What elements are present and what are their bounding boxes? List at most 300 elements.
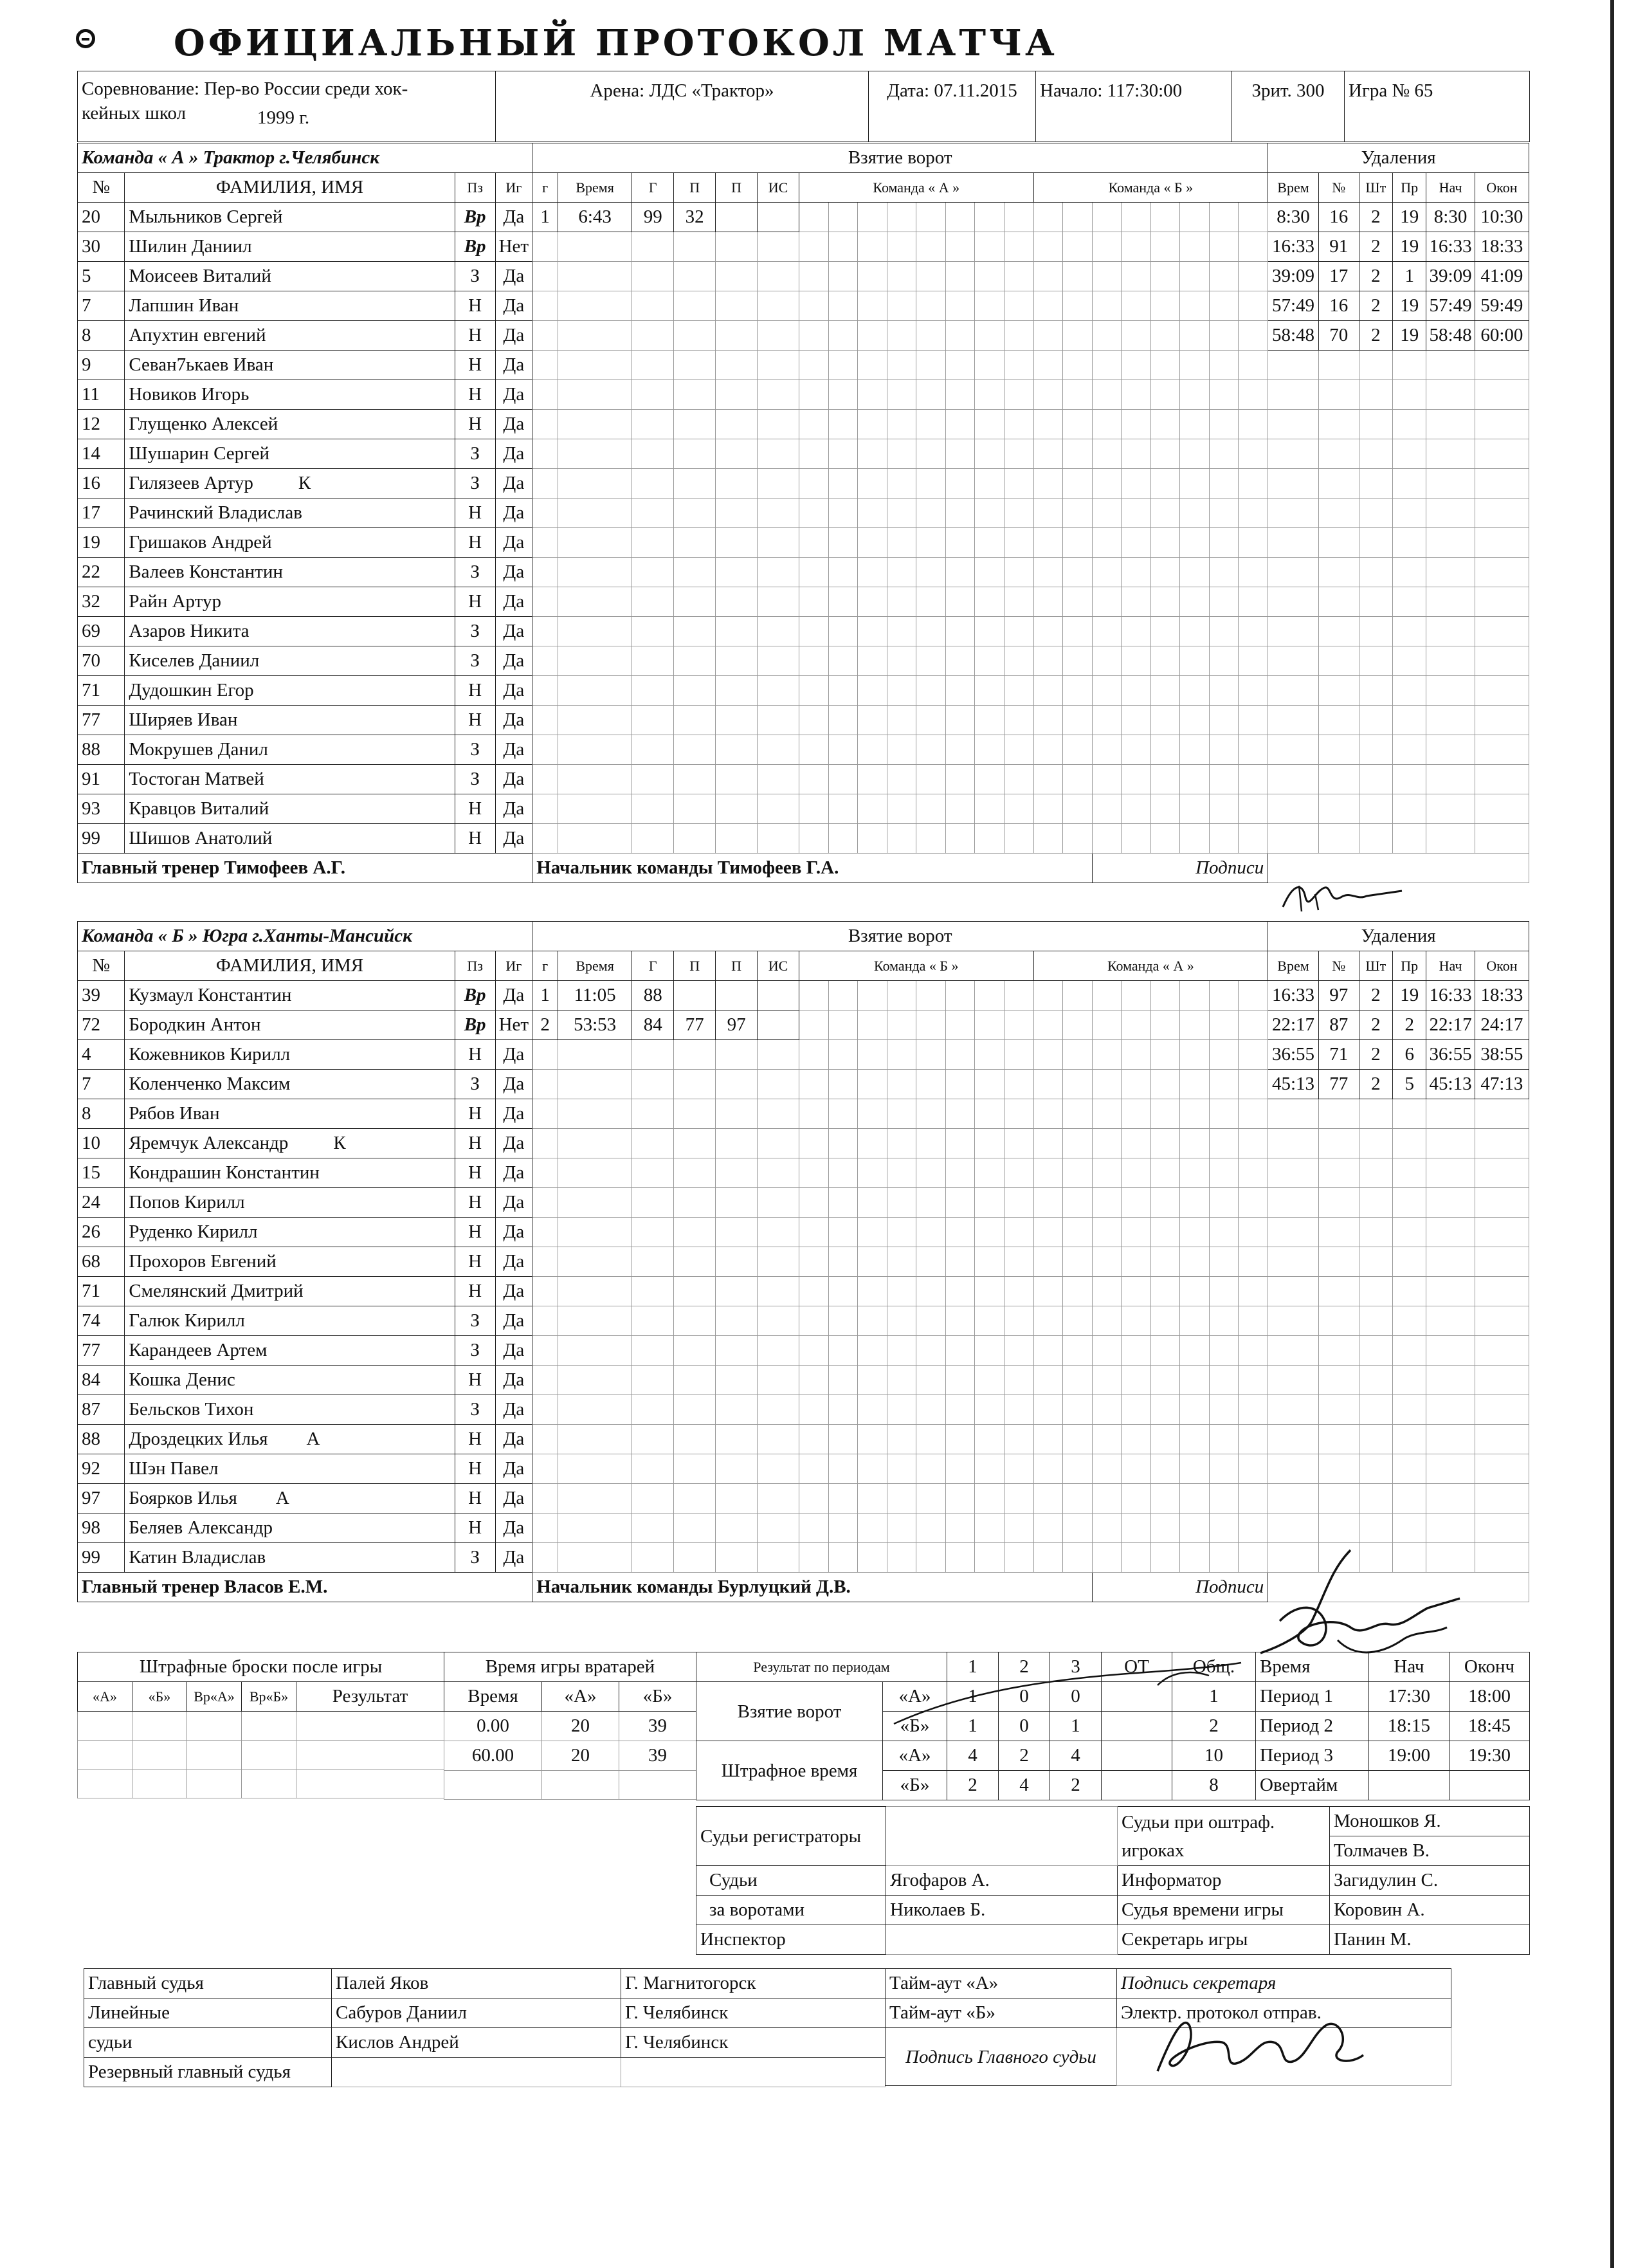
goal-empty-cell xyxy=(532,1395,558,1425)
onice-cell xyxy=(828,1070,858,1099)
onice-cell xyxy=(1180,587,1210,617)
onice-cell xyxy=(828,646,858,676)
onice-cell xyxy=(887,794,916,824)
player-played: Да xyxy=(495,735,532,765)
period-time-col: Время xyxy=(1256,1652,1369,1682)
onice-cell xyxy=(975,262,1004,291)
player-name: Галюк Кирилл xyxy=(129,1310,245,1331)
onice-cell xyxy=(975,558,1004,587)
onice-cell xyxy=(1122,1395,1151,1425)
player-name-cell xyxy=(125,587,455,617)
player-row xyxy=(78,410,1529,439)
onice-cell xyxy=(945,291,975,321)
pen-time: 45:13 xyxy=(1268,1070,1319,1099)
player-name-cell xyxy=(125,1366,455,1395)
onice-cell xyxy=(1122,380,1151,410)
goal-empty-cell xyxy=(632,558,674,587)
onice-cell xyxy=(1033,1158,1063,1188)
player-name-cell xyxy=(125,469,455,498)
pen-start: 36:55 xyxy=(1426,1040,1475,1070)
onice-cell xyxy=(945,439,975,469)
player-name: Смелянский Дмитрий xyxy=(129,1281,304,1301)
onice-cell xyxy=(1004,469,1033,498)
goal-empty-cell xyxy=(716,469,758,498)
goal-empty-cell xyxy=(674,1395,716,1425)
pen-empty-cell xyxy=(1268,1366,1319,1395)
onice-cell xyxy=(1122,232,1151,262)
pen-empty-cell xyxy=(1359,469,1392,498)
pen-empty-cell xyxy=(1426,1514,1475,1543)
onice-cell xyxy=(1122,1070,1151,1099)
onice-cell xyxy=(1180,351,1210,380)
goal-empty-cell xyxy=(716,1484,758,1514)
onice-cell xyxy=(1180,498,1210,528)
player-name: Карандеев Артем xyxy=(129,1340,268,1360)
goal-empty-cell xyxy=(716,1070,758,1099)
player-played: Да xyxy=(495,1277,532,1306)
goal-empty-cell xyxy=(632,1040,674,1070)
pen-empty-cell xyxy=(1268,824,1319,854)
pen-minutes: 2 xyxy=(1359,1040,1392,1070)
pen-end: 60:00 xyxy=(1475,321,1529,351)
onice-cell xyxy=(1092,1484,1122,1514)
player-position: Н xyxy=(455,1218,495,1247)
pen-empty-cell xyxy=(1318,380,1359,410)
onice-cell xyxy=(828,1425,858,1454)
onice-cell xyxy=(1209,262,1239,291)
penalties-header: Удаления xyxy=(1268,143,1529,173)
onice-cell xyxy=(1239,203,1268,232)
onice-cell xyxy=(1004,587,1033,617)
col-pen-end: Окон xyxy=(1475,951,1529,981)
onice-cell xyxy=(1033,794,1063,824)
onice-cell xyxy=(1004,1306,1033,1336)
pen-reason: 19 xyxy=(1393,321,1426,351)
onice-cell xyxy=(1150,794,1180,824)
goal-empty-cell xyxy=(558,1247,632,1277)
onice-cell xyxy=(1209,321,1239,351)
onice-cell xyxy=(975,291,1004,321)
pen-player: 16 xyxy=(1318,291,1359,321)
onice-cell xyxy=(1092,1158,1122,1188)
onice-cell xyxy=(916,1188,946,1218)
onice-cell xyxy=(887,232,916,262)
onice-cell xyxy=(799,1070,829,1099)
onice-cell xyxy=(1092,1040,1122,1070)
player-row xyxy=(78,1070,1529,1099)
onice-cell xyxy=(1209,232,1239,262)
onice-cell xyxy=(1209,735,1239,765)
pen-empty-cell xyxy=(1393,558,1426,587)
pen-empty-cell xyxy=(1268,528,1319,558)
goal-situation xyxy=(758,981,799,1011)
goals-header: Взятие ворот xyxy=(532,922,1268,951)
onice-cell xyxy=(887,558,916,587)
onice-cell xyxy=(887,1070,916,1099)
head-coach: Главный тренер Тимофеев А.Г. xyxy=(78,854,532,883)
player-position: З xyxy=(455,646,495,676)
col-team-b-onice: Команда « А » xyxy=(1033,951,1268,981)
onice-cell xyxy=(887,321,916,351)
player-played: Да xyxy=(495,262,532,291)
goal-empty-cell xyxy=(532,1425,558,1454)
goal-empty-cell xyxy=(632,321,674,351)
goal-empty-cell xyxy=(532,1306,558,1336)
row-b-label: «Б» xyxy=(883,1712,947,1741)
player-played: Да xyxy=(495,676,532,706)
pen-empty-cell xyxy=(1475,617,1529,646)
goal-empty-cell xyxy=(758,410,799,439)
pim-a-p1: 4 xyxy=(947,1741,999,1771)
onice-cell xyxy=(1180,528,1210,558)
pen-empty-cell xyxy=(1393,1218,1426,1247)
col-pen-pr: Пр xyxy=(1393,173,1426,203)
col-position: Пз xyxy=(455,173,495,203)
onice-cell xyxy=(1180,1011,1210,1040)
goal-empty-cell xyxy=(716,232,758,262)
onice-cell xyxy=(975,1366,1004,1395)
goal-empty-cell xyxy=(632,1306,674,1336)
player-name: Кожевников Кирилл xyxy=(129,1044,291,1065)
officials-table xyxy=(696,1806,1530,1955)
onice-cell xyxy=(1063,1425,1093,1454)
onice-cell xyxy=(1092,617,1122,646)
goal-empty-cell xyxy=(632,232,674,262)
player-row xyxy=(78,646,1529,676)
player-name-cell xyxy=(125,617,455,646)
goal-empty-cell xyxy=(558,410,632,439)
player-row xyxy=(78,1158,1529,1188)
col-played: Иг xyxy=(495,173,532,203)
pen-empty-cell xyxy=(1318,1188,1359,1218)
onice-cell xyxy=(1150,1306,1180,1336)
onice-cell xyxy=(945,1454,975,1484)
onice-cell xyxy=(1180,765,1210,794)
pen-empty-cell xyxy=(1426,1425,1475,1454)
pen-empty-cell xyxy=(1393,1247,1426,1277)
onice-cell xyxy=(916,351,946,380)
onice-cell xyxy=(858,1484,887,1514)
onice-cell xyxy=(1209,1129,1239,1158)
player-played: Да xyxy=(495,1514,532,1543)
goal-empty-cell xyxy=(716,291,758,321)
pen-empty-cell xyxy=(1268,498,1319,528)
pen-player: 77 xyxy=(1318,1070,1359,1099)
player-position: Н xyxy=(455,498,495,528)
onice-cell xyxy=(1004,439,1033,469)
player-name-cell xyxy=(125,558,455,587)
onice-cell xyxy=(828,1040,858,1070)
pen-empty-cell xyxy=(1475,1306,1529,1336)
pen-empty-cell xyxy=(1359,1218,1392,1247)
pen-empty-cell xyxy=(1268,1158,1319,1188)
player-position: З xyxy=(455,439,495,469)
pen-empty-cell xyxy=(1359,1336,1392,1366)
goal-empty-cell xyxy=(674,765,716,794)
player-number: 9 xyxy=(78,351,125,380)
period-name: Период 2 xyxy=(1256,1712,1369,1741)
onice-cell xyxy=(975,410,1004,439)
onice-cell xyxy=(1150,765,1180,794)
onice-cell xyxy=(1033,1040,1063,1070)
onice-cell xyxy=(1033,528,1063,558)
team-manager: Начальник команды Тимофеев Г.А. xyxy=(532,854,1092,883)
goal-empty-cell xyxy=(674,321,716,351)
onice-cell xyxy=(1239,558,1268,587)
goal-empty-cell xyxy=(558,824,632,854)
pen-empty-cell xyxy=(1475,410,1529,439)
onice-cell xyxy=(1092,1425,1122,1454)
onice-cell xyxy=(1150,291,1180,321)
onice-cell xyxy=(1122,617,1151,646)
onice-cell xyxy=(1122,439,1151,469)
onice-cell xyxy=(945,1395,975,1425)
onice-cell xyxy=(1033,558,1063,587)
player-name-cell xyxy=(125,1188,455,1218)
onice-cell xyxy=(858,1099,887,1129)
player-number: 7 xyxy=(78,1070,125,1099)
onice-cell xyxy=(858,1129,887,1158)
pen-empty-cell xyxy=(1426,1099,1475,1129)
onice-cell xyxy=(1150,1425,1180,1454)
goal-empty-cell xyxy=(632,1514,674,1543)
onice-cell xyxy=(975,587,1004,617)
pen-reason: 1 xyxy=(1393,262,1426,291)
goal-empty-cell xyxy=(558,1218,632,1247)
onice-cell xyxy=(1122,410,1151,439)
pen-empty-cell xyxy=(1359,1099,1392,1129)
goal-empty-cell xyxy=(632,291,674,321)
onice-cell xyxy=(858,706,887,735)
goal-empty-cell xyxy=(532,1454,558,1484)
onice-cell xyxy=(1092,232,1122,262)
col-name: ФАМИЛИЯ, ИМЯ xyxy=(125,173,455,203)
onice-cell xyxy=(1180,646,1210,676)
pen-empty-cell xyxy=(1426,469,1475,498)
onice-cell xyxy=(1239,794,1268,824)
onice-cell xyxy=(1122,706,1151,735)
goal-empty-cell xyxy=(532,232,558,262)
player-played: Да xyxy=(495,469,532,498)
player-number: 71 xyxy=(78,1277,125,1306)
pen-empty-cell xyxy=(1268,676,1319,706)
pen-empty-cell xyxy=(1475,676,1529,706)
player-played: Да xyxy=(495,1543,532,1573)
player-row xyxy=(78,351,1529,380)
player-name-cell xyxy=(125,735,455,765)
goal-empty-cell xyxy=(532,1514,558,1543)
onice-cell xyxy=(1063,1366,1093,1395)
team-manager: Начальник команды Бурлуцкий Д.В. xyxy=(532,1573,1092,1602)
captain-mark: К xyxy=(298,473,311,493)
goal-empty-cell xyxy=(716,528,758,558)
onice-cell xyxy=(945,1188,975,1218)
player-position: Н xyxy=(455,794,495,824)
onice-cell xyxy=(799,1366,829,1395)
onice-cell xyxy=(1063,469,1093,498)
player-name: Апухтин евгений xyxy=(129,325,266,345)
onice-cell xyxy=(799,587,829,617)
onice-cell xyxy=(828,794,858,824)
goals-header: Взятие ворот xyxy=(532,143,1268,173)
onice-cell xyxy=(1092,528,1122,558)
onice-cell xyxy=(945,765,975,794)
onice-cell xyxy=(858,1336,887,1366)
onice-cell xyxy=(1063,735,1093,765)
onice-cell xyxy=(1209,291,1239,321)
pen-empty-cell xyxy=(1475,1129,1529,1158)
goalie-b-col: «Б» xyxy=(619,1682,696,1712)
pen-empty-cell xyxy=(1426,1306,1475,1336)
goal-scorer: 99 xyxy=(632,203,674,232)
goal-empty-cell xyxy=(716,617,758,646)
row-a-label: «А» xyxy=(883,1741,947,1771)
onice-cell xyxy=(916,1454,946,1484)
linesmen-label: Линейные xyxy=(84,1998,332,2028)
onice-cell xyxy=(1150,351,1180,380)
goal-empty-cell xyxy=(716,676,758,706)
pen-empty-cell xyxy=(1393,1366,1426,1395)
pen-minutes: 2 xyxy=(1359,981,1392,1011)
player-row xyxy=(78,262,1529,291)
pen-empty-cell xyxy=(1318,1454,1359,1484)
player-name: Беляев Александр xyxy=(129,1517,273,1538)
onice-cell xyxy=(1122,1158,1151,1188)
onice-cell xyxy=(1063,321,1093,351)
player-name-cell xyxy=(125,794,455,824)
onice-cell xyxy=(887,439,916,469)
pen-end: 47:13 xyxy=(1475,1070,1529,1099)
player-position: Н xyxy=(455,1188,495,1218)
onice-cell xyxy=(799,558,829,587)
match-start: Начало: 117:30:00 xyxy=(1036,71,1232,142)
pen-empty-cell xyxy=(1318,1277,1359,1306)
onice-cell xyxy=(799,1336,829,1366)
onice-cell xyxy=(1239,1484,1268,1514)
goal-empty-cell xyxy=(758,528,799,558)
onice-cell xyxy=(975,676,1004,706)
onice-cell xyxy=(1180,1277,1210,1306)
player-name: Рачинский Владислав xyxy=(129,502,302,523)
pen-empty-cell xyxy=(1393,351,1426,380)
pen-empty-cell xyxy=(1426,706,1475,735)
goal-scorer: 88 xyxy=(632,981,674,1011)
onice-cell xyxy=(858,587,887,617)
onice-cell xyxy=(1239,1425,1268,1454)
goal-empty-cell xyxy=(558,291,632,321)
shootout-col-b: «Б» xyxy=(132,1682,187,1712)
onice-cell xyxy=(858,824,887,854)
linesmen-label-2: судьи xyxy=(84,2028,332,2058)
goal-empty-cell xyxy=(716,410,758,439)
goal-empty-cell xyxy=(558,1395,632,1425)
onice-cell xyxy=(1004,1218,1033,1247)
player-name-cell xyxy=(125,203,455,232)
onice-cell xyxy=(1122,824,1151,854)
onice-cell xyxy=(975,981,1004,1011)
onice-cell xyxy=(799,1277,829,1306)
goal-empty-cell xyxy=(558,1040,632,1070)
pen-empty-cell xyxy=(1393,765,1426,794)
pen-empty-cell xyxy=(1393,439,1426,469)
onice-cell xyxy=(945,824,975,854)
onice-cell xyxy=(1063,498,1093,528)
onice-cell xyxy=(1092,1011,1122,1040)
onice-cell xyxy=(1239,824,1268,854)
scorekeepers-label: Судьи регистраторы xyxy=(696,1807,886,1866)
player-name-cell xyxy=(125,1277,455,1306)
goal-empty-cell xyxy=(758,1484,799,1514)
player-number: 17 xyxy=(78,498,125,528)
player-row xyxy=(78,469,1529,498)
goal-empty-cell xyxy=(758,1514,799,1543)
goal-empty-cell xyxy=(716,824,758,854)
player-position: З xyxy=(455,1336,495,1366)
onice-cell xyxy=(1122,1514,1151,1543)
onice-cell xyxy=(1209,558,1239,587)
goal-empty-cell xyxy=(674,1040,716,1070)
onice-cell xyxy=(1239,1099,1268,1129)
onice-cell xyxy=(1033,380,1063,410)
pen-player: 91 xyxy=(1318,232,1359,262)
player-name: Яремчук Александр xyxy=(129,1133,289,1153)
onice-cell xyxy=(975,469,1004,498)
goal-empty-cell xyxy=(532,1218,558,1247)
pen-minutes: 2 xyxy=(1359,321,1392,351)
pen-empty-cell xyxy=(1393,1395,1426,1425)
onice-cell xyxy=(1092,1543,1122,1573)
onice-cell xyxy=(1150,1070,1180,1099)
onice-cell xyxy=(1209,676,1239,706)
col-goal-index: г xyxy=(532,173,558,203)
onice-cell xyxy=(945,1484,975,1514)
goal-empty-cell xyxy=(558,1514,632,1543)
goal-empty-cell xyxy=(758,794,799,824)
player-name: Валеев Константин xyxy=(129,562,283,582)
onice-cell xyxy=(1092,824,1122,854)
onice-cell xyxy=(916,587,946,617)
pen-empty-cell xyxy=(1393,676,1426,706)
onice-cell xyxy=(1004,1366,1033,1395)
pen-start: 16:33 xyxy=(1426,981,1475,1011)
col-number: № xyxy=(78,951,125,981)
onice-cell xyxy=(799,232,829,262)
goal-empty-cell xyxy=(758,291,799,321)
onice-cell xyxy=(916,981,946,1011)
onice-cell xyxy=(1122,321,1151,351)
player-number: 15 xyxy=(78,1158,125,1188)
pen-empty-cell xyxy=(1318,351,1359,380)
pen-empty-cell xyxy=(1359,1129,1392,1158)
pen-empty-cell xyxy=(1359,587,1392,617)
pen-time: 39:09 xyxy=(1268,262,1319,291)
onice-cell xyxy=(1122,981,1151,1011)
pen-reason: 19 xyxy=(1393,981,1426,1011)
game-number: Игра № 65 xyxy=(1345,71,1530,142)
pen-player: 87 xyxy=(1318,1011,1359,1040)
onice-cell xyxy=(887,380,916,410)
onice-cell xyxy=(1092,981,1122,1011)
col-position: Пз xyxy=(455,951,495,981)
goals-b-p3: 1 xyxy=(1050,1712,1102,1741)
onice-cell xyxy=(1092,410,1122,439)
onice-cell xyxy=(1092,321,1122,351)
onice-cell xyxy=(1063,291,1093,321)
player-number: 32 xyxy=(78,587,125,617)
onice-cell xyxy=(1239,232,1268,262)
pen-empty-cell xyxy=(1359,439,1392,469)
onice-cell xyxy=(1033,1011,1063,1040)
